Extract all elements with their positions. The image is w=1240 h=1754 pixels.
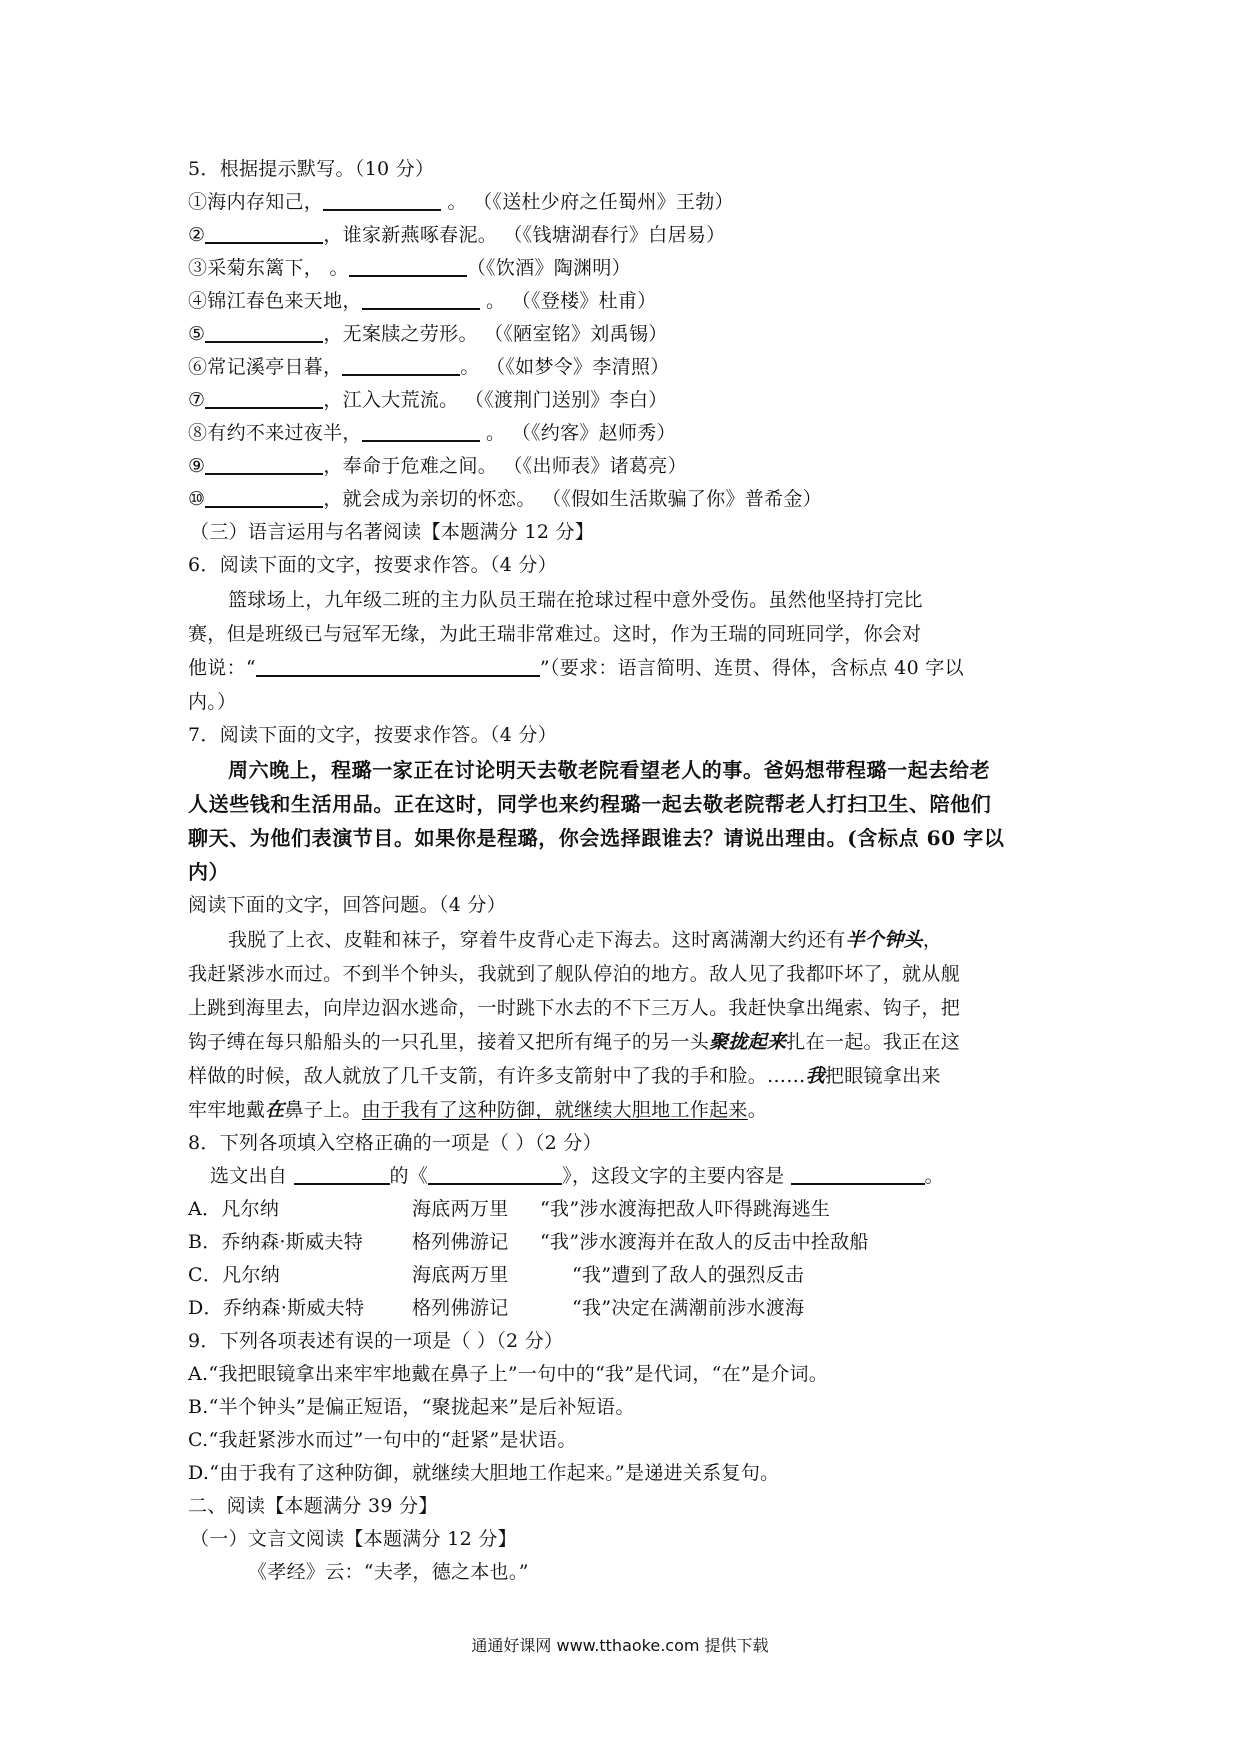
q8-stem: 选文出自 的《 》，这段文字的主要内容是 。 [210,1165,944,1187]
q7-line-3: 聊天、为他们表演节目。如果你是程璐，你会选择跟谁去？请说出理由。(含标点 60 字以 [188,826,1005,850]
q9-option-a[interactable]: A.“我把眼镜拿出来牢牢地戴在鼻子上”一句中的“我”是代词，“在”是介词。 [188,1363,829,1385]
q7-title: 7．阅读下面的文字，按要求作答。（4 分） [188,724,558,746]
q6-title: 6．阅读下面的文字，按要求作答。（4 分） [188,554,558,576]
q7-line-1: 周六晚上，程璐一家正在讨论明天去敬老院看望老人的事。爸妈想带程璐一起去给老 [228,758,991,782]
answer-blank[interactable] [205,222,323,244]
reading-line-4: 钩子缚在每只船船头的一只孔里，接着又把所有绳子的另一头聚拢起来扎在一起。我正在这 [188,1031,961,1053]
q7-line-4: 内） [188,860,230,884]
q6-line-4: 内。） [188,691,237,713]
q5-line-2: ② ，谁家新燕啄春泥。 （《钱塘湖春行》白居易） [188,224,726,246]
q9-option-c[interactable]: C.“我赶紧涉水而过”一句中的“赶紧”是状语。 [188,1429,577,1451]
answer-blank[interactable] [205,486,323,508]
answer-blank[interactable] [428,1163,562,1185]
q8-option-b[interactable]: B．乔纳森·斯威夫特 格列佛游记 “我”涉水渡海并在敌人的反击中拴敌船 [188,1231,869,1253]
q5-line-6: ⑥常记溪亭日暮， 。 （《如梦令》李清照） [188,356,670,378]
q8-title: 8．下列各项填入空格正确的一项是（ ）（2 分） [188,1132,602,1154]
answer-blank[interactable] [323,189,441,211]
q6-line-1: 篮球场上，九年级二班的主力队员王瑞在抢球过程中意外受伤。虽然他坚持打完比 [228,589,923,611]
q8-option-c[interactable]: C．凡尔纳 海底两万里 “我”遭到了敌人的强烈反击 [188,1264,805,1286]
reading-line-2: 我赶紧涉水而过。不到半个钟头，我就到了舰队停泊的地方。敌人见了我都吓坏了，就从舰 [188,963,961,985]
answer-blank[interactable] [205,321,323,343]
q5-line-4: ④锦江春色来天地， 。 （《登楼》杜甫） [188,290,657,312]
q5-line-1: ①海内存知己， 。 （《送杜少府之任蜀州》王勃） [188,191,734,213]
reading-line-6: 牢牢地戴在鼻子上。由于我有了这种防御，就继续大胆地工作起来。 [188,1099,768,1121]
answer-blank[interactable] [205,387,323,409]
classical-text-intro: 《孝经》云：“夫孝，德之本也。” [248,1561,529,1583]
q7-line-2: 人送些钱和生活用品。正在这时，同学也来约程璐一起去敬老院帮老人打扫卫生、陪他们 [188,792,992,816]
q5-line-9: ⑨ ，奉命于危难之间。 （《出师表》诸葛亮） [188,455,687,477]
q6-line-2: 赛，但是班级已与冠军无缘，为此王瑞非常难过。这时，作为王瑞的同班同学，你会对 [188,623,922,645]
q5-line-7: ⑦ ，江入大荒流。 （《渡荆门送别》李白） [188,389,668,411]
q5-title: 5．根据提示默写。（10 分） [188,158,435,180]
reading-line-1: 我脱了上衣、皮鞋和袜子，穿着牛皮背心走下海去。这时离满潮大约还有半个钟头， [228,929,943,951]
q5-line-8: ⑧有约不来过夜半， 。 （《约客》赵师秀） [188,422,676,444]
answer-blank[interactable] [342,354,460,376]
answer-blank[interactable] [791,1163,925,1185]
page-footer: 通通好课网 www.tthaoke.com 提供下载 [471,1636,769,1655]
answer-blank[interactable] [256,655,540,677]
q9-option-d[interactable]: D.“由于我有了这种防御，就继续大胆地工作起来。”是递进关系复句。 [188,1462,780,1484]
answer-blank[interactable] [205,453,323,475]
answer-blank[interactable] [349,255,467,277]
section-three-heading: （三）语言运用与名著阅读【本题满分 12 分】 [190,521,595,543]
reading-line-3: 上跳到海里去，向岸边泅水逃命，一时跳下水去的不下三万人。我赶快拿出绳索、钩子，把 [188,997,961,1019]
answer-blank[interactable] [362,420,480,442]
reading-title: 阅读下面的文字，回答问题。（4 分） [188,894,507,916]
reading-line-5: 样做的时候，敌人就放了几千支箭，有许多支箭射中了我的手和脸。……我把眼镜拿出来 [188,1065,941,1087]
section-two-heading: 二、阅读【本题满分 39 分】 [188,1495,438,1517]
q8-option-a[interactable]: A．凡尔纳 海底两万里 “我”涉水渡海把敌人吓得跳海逃生 [188,1198,831,1220]
q9-option-b[interactable]: B.“半个钟头”是偏正短语，“聚拢起来”是后补短语。 [188,1396,635,1418]
q5-line-10: ⑩ ，就会成为亲切的怀恋。 （《假如生活欺骗了你》普希金） [188,488,822,510]
answer-blank[interactable] [362,288,480,310]
q6-line-3: 他说：“ ”（要求：语言简明、连贯、得体，含标点 40 字以 [188,657,964,679]
q9-title: 9．下列各项表述有误的一项是（ ）（2 分） [188,1330,564,1352]
q8-option-d[interactable]: D．乔纳森·斯威夫特 格列佛游记 “我”决定在满潮前涉水渡海 [188,1297,805,1319]
answer-blank[interactable] [294,1163,390,1185]
section-two-sub-heading: （一）文言文阅读【本题满分 12 分】 [190,1528,517,1550]
q5-line-5: ⑤ ，无案牍之劳形。 （《陋室铭》刘禹锡） [188,323,668,345]
q5-line-3: ③采菊东篱下， 。 （《饮酒》陶渊明） [188,257,631,279]
